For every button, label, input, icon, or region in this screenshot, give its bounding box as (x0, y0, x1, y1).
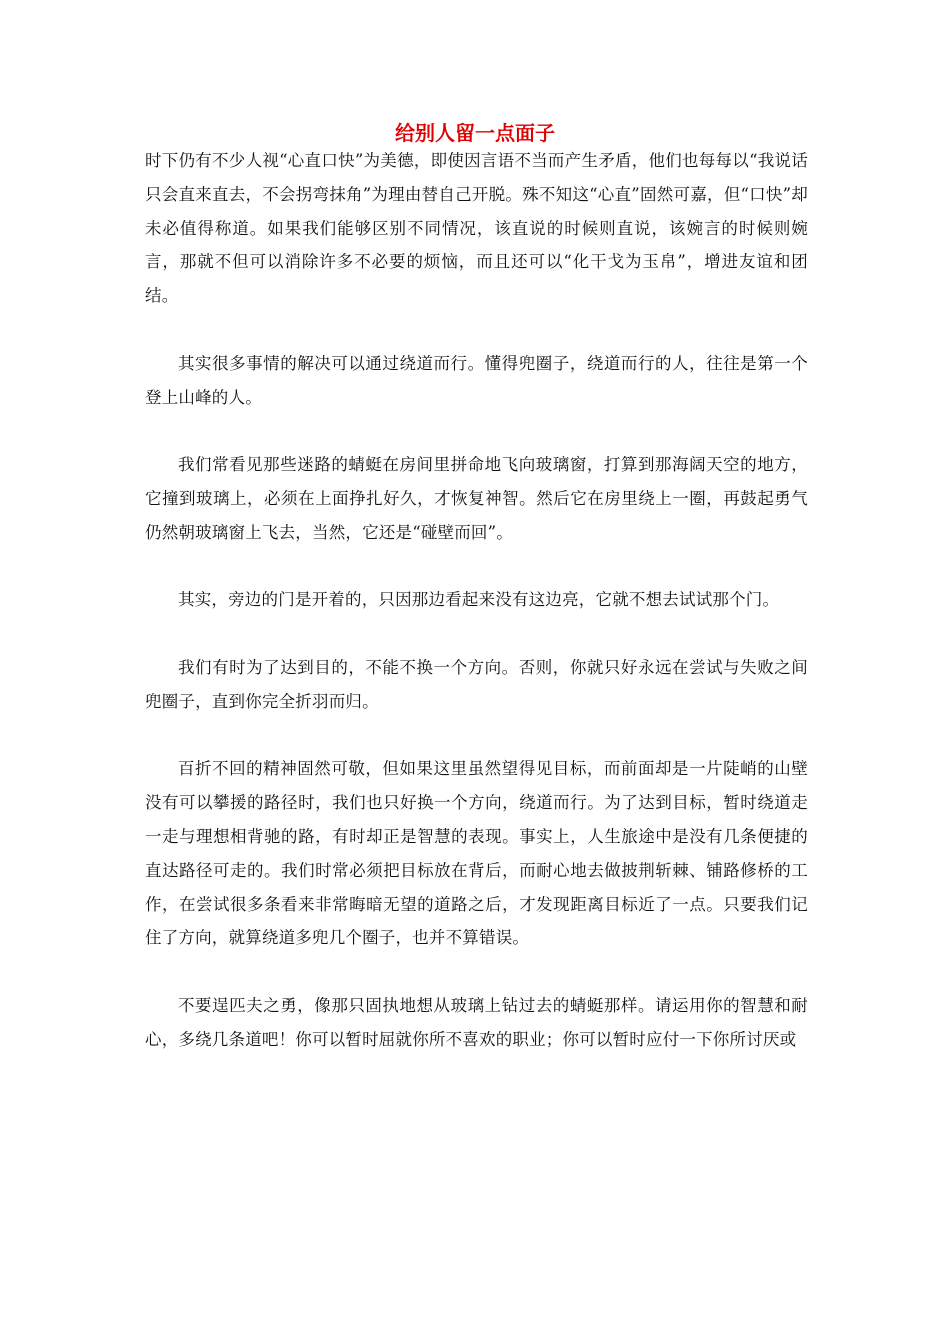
paragraph-3: 我们常看见那些迷路的蜻蜓在房间里拼命地飞向玻璃窗，打算到那海阔天空的地方，它撞到玻璃上，必须在上面挣扎好久，才恢复神智。然后它在房里绕上一圈，再鼓起勇气仍然朝玻璃窗上飞去，当然，它还是“碰壁而回”。 (145, 455, 808, 542)
paragraph-spacer (145, 955, 808, 989)
paragraph-4: 其实，旁边的门是开着的，只因那边看起来没有这边亮，它就不想去试试那个门。 (178, 590, 780, 610)
paragraph-6: 百折不回的精神固然可敬，但如果这里虽然望得见目标，而前面却是一片陡峭的山壁没有可以攀援的路径时，我们也只好换一个方向，绕道而行。为了达到目标，暂时绕道走一走与理想相背驰的路，有时却正是智慧的表现。事实上，人生旅途中是没有几条便捷的直达路径可走的。我们时常必须把目标放在背后，而耐心地去做披荆斩棘、铺路修桥的工作，在尝试很多条看来非常晦暗无望的道路之后，才发现距离目标近了一点。只要我们记住了方向，就算绕道多兜几个圈子，也并不算错误。 (145, 759, 808, 948)
paragraph-2: 其实很多事情的解决可以通过绕道而行。懂得兜圈子，绕道而行的人，往往是第一个登上山峰的人。 (145, 353, 808, 407)
paragraph-spacer (145, 617, 808, 651)
paragraph-1: 时下仍有不少人视“心直口快”为美德，即使因言语不当而产生矛盾，他们也每每以“我说话只会直来直去，不会拐弯抹角”为理由替自己开脱。殊不知这“心直”固然可嘉，但“口快”却未必值得称道。如果我们能够区别不同情况，该直说的时候则直说，该婉言的时候则婉言，那就不但可以消除许多不必要的烦恼，而且还可以“化干戈为玉帛”，增进友谊和团结。 (145, 151, 808, 306)
document-body (145, 144, 808, 1057)
paragraph-5: 我们有时为了达到目的，不能不换一个方向。否则，你就只好永远在尝试与失败之间兜圈子，直到你完全折羽而归。 (145, 657, 808, 711)
paragraph-spacer (145, 550, 808, 584)
document-title: 给别人留一点面子 (395, 121, 555, 145)
paragraph-7: 不要逞匹夫之勇，像那只固执地想从玻璃上钻过去的蜻蜓那样。请运用你的智慧和耐心，多绕几条道吧！你可以暂时屈就你所不喜欢的职业；你可以暂时应付一下你所讨厌或 (145, 995, 808, 1049)
paragraph-spacer (145, 414, 808, 448)
paragraph-spacer (145, 719, 808, 753)
paragraph-spacer (145, 313, 808, 347)
